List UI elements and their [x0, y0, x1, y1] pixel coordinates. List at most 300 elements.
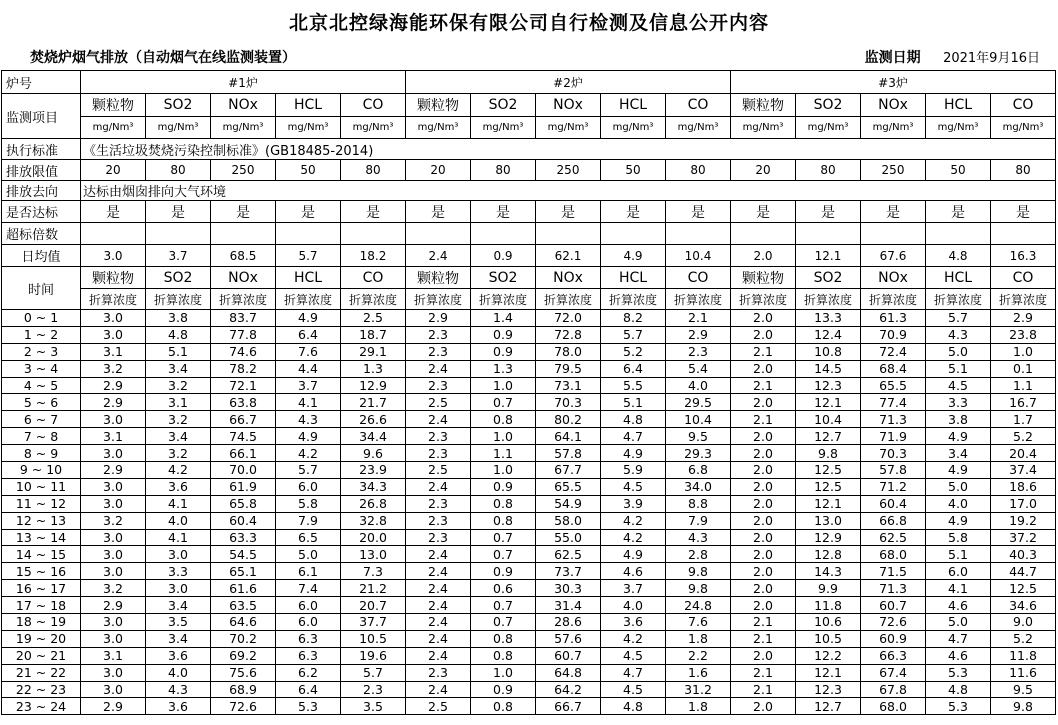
unit-cell: mg/Nm³	[731, 117, 796, 139]
value-cell: 2.9	[406, 310, 471, 327]
time-cell: 9 ~ 10	[2, 462, 81, 479]
value-cell: 2.0	[731, 580, 796, 597]
value-cell: 20.4	[991, 445, 1056, 462]
limit-cell: 80	[796, 160, 861, 181]
value-cell: 34.3	[341, 478, 406, 495]
value-cell: 3.0	[81, 529, 146, 546]
table-row	[2, 411, 1056, 428]
value-cell: 2.1	[731, 614, 796, 631]
limit-cell: 80	[991, 160, 1056, 181]
value-cell: 3.3	[926, 394, 991, 411]
value-cell: 2.5	[406, 698, 471, 715]
value-cell: 11.8	[796, 597, 861, 614]
value-cell: 23.8	[991, 326, 1056, 343]
value-cell: 3.2	[81, 580, 146, 597]
compliant-cell: 是	[536, 201, 601, 223]
value-cell: 4.7	[601, 428, 666, 445]
limit-cell: 250	[861, 160, 926, 181]
value-cell: 4.3	[146, 681, 211, 698]
table-row	[2, 360, 1056, 377]
value-cell: 65.8	[211, 495, 276, 512]
exceed-cell	[796, 223, 861, 245]
value-cell: 68.4	[861, 360, 926, 377]
value-cell: 5.1	[146, 343, 211, 360]
value-cell: 3.0	[81, 563, 146, 580]
value-cell: 6.2	[276, 664, 341, 681]
value-cell: 28.6	[536, 614, 601, 631]
exceed-cell	[471, 223, 536, 245]
value-cell: 54.9	[536, 495, 601, 512]
value-cell: 2.5	[406, 394, 471, 411]
value-cell: 0.9	[471, 343, 536, 360]
value-cell: 4.5	[601, 478, 666, 495]
compliant-cell: 是	[276, 201, 341, 223]
value-cell: 12.5	[991, 580, 1056, 597]
value-cell: 2.4	[406, 563, 471, 580]
value-cell: 12.7	[796, 428, 861, 445]
daily-average-label: 日均值	[2, 245, 81, 267]
value-cell: 4.6	[601, 563, 666, 580]
value-cell: 0.9	[471, 326, 536, 343]
pollutant-header: 颗粒物	[406, 94, 471, 117]
value-cell: 2.1	[731, 630, 796, 647]
table-row	[2, 512, 1056, 529]
value-cell: 5.0	[926, 478, 991, 495]
value-cell: 4.0	[146, 512, 211, 529]
value-cell: 0.8	[471, 630, 536, 647]
value-cell: 72.0	[536, 310, 601, 327]
pollutant-header: SO2	[146, 94, 211, 117]
daily-average-cell: 68.5	[211, 245, 276, 267]
daily-average-cell: 3.7	[146, 245, 211, 267]
value-cell: 3.0	[81, 326, 146, 343]
value-cell: 23.9	[341, 462, 406, 479]
furnace-header: #2炉	[406, 71, 731, 94]
value-cell: 63.5	[211, 597, 276, 614]
value-cell: 2.0	[731, 529, 796, 546]
value-cell: 26.6	[341, 411, 406, 428]
value-cell: 3.6	[146, 698, 211, 715]
value-cell: 74.5	[211, 428, 276, 445]
value-cell: 7.9	[666, 512, 731, 529]
table-row	[2, 310, 1056, 327]
value-cell: 37.4	[991, 462, 1056, 479]
value-cell: 3.0	[146, 580, 211, 597]
value-cell: 3.1	[81, 647, 146, 664]
value-cell: 2.1	[731, 681, 796, 698]
value-cell: 2.5	[406, 462, 471, 479]
value-cell: 72.8	[536, 326, 601, 343]
value-cell: 6.0	[926, 563, 991, 580]
value-cell: 19.2	[991, 512, 1056, 529]
table-row	[2, 326, 1056, 343]
value-cell: 4.5	[601, 647, 666, 664]
value-cell: 9.5	[991, 681, 1056, 698]
value-cell: 1.8	[666, 698, 731, 715]
value-cell: 0.8	[471, 512, 536, 529]
value-cell: 3.8	[146, 310, 211, 327]
value-cell: 1.0	[471, 664, 536, 681]
value-cell: 10.8	[796, 343, 861, 360]
date-value: 2021年9月16日	[943, 51, 1040, 66]
unit-cell: mg/Nm³	[341, 117, 406, 139]
table-row	[2, 597, 1056, 614]
compliant-cell: 是	[211, 201, 276, 223]
value-cell: 2.9	[81, 698, 146, 715]
conversion-label-cell: 折算浓度	[861, 289, 926, 310]
value-cell: 5.1	[926, 546, 991, 563]
value-cell: 61.6	[211, 580, 276, 597]
unit-cell: mg/Nm³	[81, 117, 146, 139]
value-cell: 2.0	[731, 310, 796, 327]
daily-average-cell: 2.0	[731, 245, 796, 267]
value-cell: 66.8	[861, 512, 926, 529]
value-cell: 5.8	[276, 495, 341, 512]
value-cell: 4.7	[601, 664, 666, 681]
unit-cell: mg/Nm³	[211, 117, 276, 139]
value-cell: 4.0	[666, 377, 731, 394]
value-cell: 5.7	[341, 664, 406, 681]
value-cell: 2.3	[406, 664, 471, 681]
value-cell: 12.9	[796, 529, 861, 546]
value-cell: 21.2	[341, 580, 406, 597]
value-cell: 6.0	[276, 614, 341, 631]
value-cell: 13.0	[796, 512, 861, 529]
standard-text: 《生活垃圾焚烧污染控制标准》(GB18485-2014)	[81, 139, 1056, 160]
value-cell: 1.0	[471, 428, 536, 445]
value-cell: 57.6	[536, 630, 601, 647]
compliant-cell: 是	[341, 201, 406, 223]
value-cell: 2.8	[666, 546, 731, 563]
value-cell: 12.5	[796, 478, 861, 495]
value-cell: 10.4	[796, 411, 861, 428]
monitoring-date	[865, 47, 1040, 67]
table-row	[2, 664, 1056, 681]
value-cell: 6.0	[276, 597, 341, 614]
compliant-cell: 是	[81, 201, 146, 223]
time-cell: 2 ~ 3	[2, 343, 81, 360]
exceed-cell	[926, 223, 991, 245]
value-cell: 10.6	[796, 614, 861, 631]
exceed-cell	[146, 223, 211, 245]
daily-average-cell: 67.6	[861, 245, 926, 267]
value-cell: 4.8	[601, 698, 666, 715]
value-cell: 2.1	[666, 310, 731, 327]
value-cell: 0.8	[471, 495, 536, 512]
value-cell: 2.9	[81, 377, 146, 394]
value-cell: 29.3	[666, 445, 731, 462]
value-cell: 80.2	[536, 411, 601, 428]
pollutant-header: CO	[666, 267, 731, 289]
value-cell: 1.8	[666, 630, 731, 647]
value-cell: 3.2	[146, 377, 211, 394]
limit-cell: 20	[81, 160, 146, 181]
time-cell: 13 ~ 14	[2, 529, 81, 546]
conversion-row	[2, 289, 1056, 310]
table-row	[2, 445, 1056, 462]
value-cell: 64.1	[536, 428, 601, 445]
value-cell: 4.9	[601, 445, 666, 462]
value-cell: 20.7	[341, 597, 406, 614]
value-cell: 2.3	[406, 343, 471, 360]
time-cell: 20 ~ 21	[2, 647, 81, 664]
value-cell: 67.8	[861, 681, 926, 698]
conversion-label-cell: 折算浓度	[341, 289, 406, 310]
exceed-cell	[861, 223, 926, 245]
value-cell: 2.4	[406, 647, 471, 664]
value-cell: 2.2	[666, 647, 731, 664]
time-cell: 0 ~ 1	[2, 310, 81, 327]
compliant-cell: 是	[471, 201, 536, 223]
compliant-cell: 是	[406, 201, 471, 223]
conversion-label-cell: 折算浓度	[796, 289, 861, 310]
value-cell: 2.0	[731, 495, 796, 512]
pollutant-header: SO2	[146, 267, 211, 289]
time-cell: 17 ~ 18	[2, 597, 81, 614]
pollutant-header: CO	[991, 94, 1056, 117]
value-cell: 14.3	[796, 563, 861, 580]
limit-cell: 80	[341, 160, 406, 181]
value-cell: 79.5	[536, 360, 601, 377]
value-cell: 3.9	[601, 495, 666, 512]
table-row	[2, 546, 1056, 563]
unit-cell: mg/Nm³	[666, 117, 731, 139]
value-cell: 2.1	[731, 343, 796, 360]
unit-cell: mg/Nm³	[406, 117, 471, 139]
value-cell: 5.7	[601, 326, 666, 343]
table-row	[2, 563, 1056, 580]
value-cell: 60.4	[211, 512, 276, 529]
value-cell: 11.8	[991, 647, 1056, 664]
compliant-cell: 是	[731, 201, 796, 223]
value-cell: 1.3	[341, 360, 406, 377]
pollutant-header: CO	[341, 267, 406, 289]
time-cell: 18 ~ 19	[2, 614, 81, 631]
value-cell: 4.2	[601, 630, 666, 647]
table-row	[2, 377, 1056, 394]
value-cell: 70.9	[861, 326, 926, 343]
value-cell: 2.0	[731, 478, 796, 495]
compliant-cell: 是	[926, 201, 991, 223]
value-cell: 0.9	[471, 563, 536, 580]
value-cell: 58.0	[536, 512, 601, 529]
value-cell: 10.5	[341, 630, 406, 647]
pollutant-header: NOx	[211, 94, 276, 117]
time-label: 时间	[2, 267, 81, 310]
value-cell: 71.9	[861, 428, 926, 445]
value-cell: 64.6	[211, 614, 276, 631]
value-cell: 3.2	[81, 512, 146, 529]
daily-average-cell: 4.8	[926, 245, 991, 267]
value-cell: 3.7	[601, 580, 666, 597]
value-cell: 5.0	[276, 546, 341, 563]
value-cell: 14.5	[796, 360, 861, 377]
value-cell: 3.4	[146, 428, 211, 445]
time-cell: 10 ~ 11	[2, 478, 81, 495]
value-cell: 12.1	[796, 495, 861, 512]
value-cell: 2.5	[341, 310, 406, 327]
exceed-cell	[991, 223, 1056, 245]
value-cell: 2.0	[731, 563, 796, 580]
value-cell: 3.2	[146, 411, 211, 428]
value-cell: 2.9	[81, 597, 146, 614]
table-row	[2, 647, 1056, 664]
value-cell: 67.7	[536, 462, 601, 479]
value-cell: 2.0	[731, 546, 796, 563]
value-cell: 3.4	[146, 360, 211, 377]
value-cell: 5.5	[601, 377, 666, 394]
value-cell: 19.6	[341, 647, 406, 664]
time-cell: 12 ~ 13	[2, 512, 81, 529]
value-cell: 7.9	[276, 512, 341, 529]
value-cell: 12.3	[796, 681, 861, 698]
limit-cell: 50	[926, 160, 991, 181]
conversion-label-cell: 折算浓度	[406, 289, 471, 310]
value-cell: 34.4	[341, 428, 406, 445]
value-cell: 12.5	[796, 462, 861, 479]
value-cell: 4.2	[601, 529, 666, 546]
value-cell: 0.8	[471, 698, 536, 715]
value-cell: 37.2	[991, 529, 1056, 546]
time-cell: 5 ~ 6	[2, 394, 81, 411]
value-cell: 9.8	[666, 580, 731, 597]
limit-cell: 250	[536, 160, 601, 181]
value-cell: 5.3	[276, 698, 341, 715]
value-cell: 2.0	[731, 445, 796, 462]
furnace-header: #1炉	[81, 71, 406, 94]
table-row	[2, 580, 1056, 597]
pollutant-header: HCL	[276, 94, 341, 117]
emission-table	[1, 70, 1056, 715]
value-cell: 1.4	[471, 310, 536, 327]
value-cell: 4.0	[926, 495, 991, 512]
value-cell: 70.0	[211, 462, 276, 479]
value-cell: 4.9	[276, 310, 341, 327]
value-cell: 55.0	[536, 529, 601, 546]
value-cell: 2.4	[406, 597, 471, 614]
value-cell: 3.0	[81, 445, 146, 462]
value-cell: 13.3	[796, 310, 861, 327]
value-cell: 2.0	[731, 394, 796, 411]
unit-cell: mg/Nm³	[796, 117, 861, 139]
limit-cell: 80	[471, 160, 536, 181]
pollutant-header: NOx	[536, 94, 601, 117]
exceed-cell	[341, 223, 406, 245]
value-cell: 44.7	[991, 563, 1056, 580]
value-cell: 2.9	[991, 310, 1056, 327]
value-cell: 63.3	[211, 529, 276, 546]
value-cell: 3.5	[341, 698, 406, 715]
conversion-label-cell: 折算浓度	[471, 289, 536, 310]
value-cell: 72.6	[861, 614, 926, 631]
value-cell: 10.4	[666, 411, 731, 428]
value-cell: 4.3	[666, 529, 731, 546]
value-cell: 9.0	[991, 614, 1056, 631]
value-cell: 2.9	[666, 326, 731, 343]
value-cell: 5.4	[666, 360, 731, 377]
value-cell: 2.3	[406, 326, 471, 343]
value-cell: 12.1	[796, 394, 861, 411]
pollutant-header: SO2	[796, 267, 861, 289]
time-cell: 11 ~ 12	[2, 495, 81, 512]
value-cell: 77.8	[211, 326, 276, 343]
value-cell: 4.5	[601, 681, 666, 698]
value-cell: 3.4	[146, 597, 211, 614]
time-cell: 22 ~ 23	[2, 681, 81, 698]
limit-cell: 20	[406, 160, 471, 181]
item-label: 监测项目	[2, 94, 81, 139]
value-cell: 60.7	[536, 647, 601, 664]
limit-cell: 20	[731, 160, 796, 181]
value-cell: 0.9	[471, 478, 536, 495]
value-cell: 10.5	[796, 630, 861, 647]
value-cell: 5.7	[276, 462, 341, 479]
value-cell: 2.3	[341, 681, 406, 698]
value-cell: 63.8	[211, 394, 276, 411]
value-cell: 3.0	[81, 411, 146, 428]
table-row	[2, 394, 1056, 411]
value-cell: 1.1	[991, 377, 1056, 394]
daily-average-cell: 10.4	[666, 245, 731, 267]
value-cell: 3.0	[81, 546, 146, 563]
date-label: 监测日期	[864, 50, 921, 66]
value-cell: 37.7	[341, 614, 406, 631]
value-cell: 7.3	[341, 563, 406, 580]
value-cell: 4.9	[601, 546, 666, 563]
conversion-label-cell: 折算浓度	[666, 289, 731, 310]
value-cell: 2.3	[406, 377, 471, 394]
value-cell: 4.2	[601, 512, 666, 529]
value-cell: 5.3	[926, 664, 991, 681]
unit-cell: mg/Nm³	[146, 117, 211, 139]
table-row	[2, 630, 1056, 647]
value-cell: 1.0	[471, 462, 536, 479]
value-cell: 66.1	[211, 445, 276, 462]
time-cell: 8 ~ 9	[2, 445, 81, 462]
value-cell: 32.8	[341, 512, 406, 529]
value-cell: 74.6	[211, 343, 276, 360]
furnace-header: #3炉	[731, 71, 1056, 94]
value-cell: 3.0	[81, 310, 146, 327]
value-cell: 7.4	[276, 580, 341, 597]
value-cell: 71.3	[861, 411, 926, 428]
value-cell: 3.6	[146, 647, 211, 664]
pollutant-header: HCL	[601, 94, 666, 117]
exceed-cell	[731, 223, 796, 245]
value-cell: 4.3	[926, 326, 991, 343]
value-cell: 72.1	[211, 377, 276, 394]
value-cell: 68.9	[211, 681, 276, 698]
destination-row	[2, 181, 1056, 201]
value-cell: 5.7	[926, 310, 991, 327]
value-cell: 69.2	[211, 647, 276, 664]
value-cell: 4.5	[926, 377, 991, 394]
exceed-cell	[536, 223, 601, 245]
value-cell: 1.7	[991, 411, 1056, 428]
value-cell: 4.4	[276, 360, 341, 377]
time-cell: 15 ~ 16	[2, 563, 81, 580]
value-cell: 4.1	[146, 529, 211, 546]
table-row	[2, 343, 1056, 360]
time-cell: 19 ~ 20	[2, 630, 81, 647]
value-cell: 2.4	[406, 614, 471, 631]
value-cell: 2.0	[731, 512, 796, 529]
compliant-cell: 是	[861, 201, 926, 223]
value-cell: 0.7	[471, 614, 536, 631]
value-cell: 9.8	[991, 698, 1056, 715]
value-cell: 4.2	[276, 445, 341, 462]
value-cell: 8.2	[601, 310, 666, 327]
